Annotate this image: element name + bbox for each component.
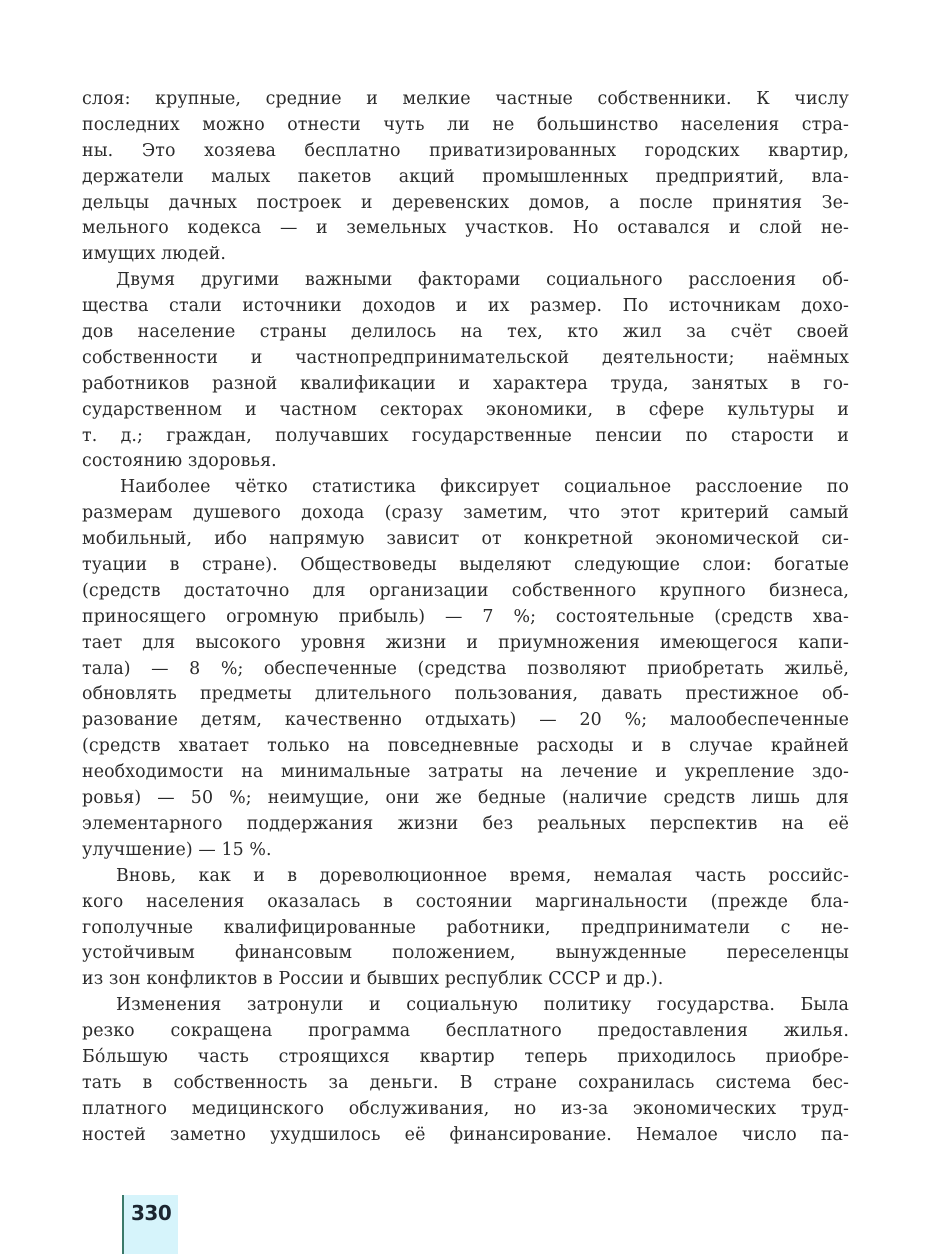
text-line: сударственном и частном секторах экономики, в сфере культуры и <box>82 399 849 420</box>
text-line: кого населения оказалась в состоянии маргинальности (прежде бла- <box>82 891 849 912</box>
text-line: слоя: крупные, средние и мелкие частные собственники. К числу <box>82 89 849 109</box>
text-line: Двумя другими важными факторами социального расслоения об- <box>116 270 849 291</box>
text-line: Вновь, как и в дореволюционное время, немалая часть российс- <box>116 865 849 886</box>
text-line: ны. Это хозяева бесплатно приватизированных городских квартир, <box>82 140 849 161</box>
text-line: (средств достаточно для организации собственного крупного бизнеса, <box>82 580 849 601</box>
paragraph <box>82 475 849 863</box>
text-line: состоянию здоровья. <box>82 451 277 472</box>
text-line: дельцы дачных построек и деревенских домов, а после принятия Зе- <box>82 192 849 213</box>
text-line: резко сокращена программа бесплатного предоставления жилья. <box>82 1021 849 1042</box>
text-line: (средств хватает только на повседневные расходы и в случае крайней <box>82 736 849 757</box>
text-line: необходимости на минимальные затраты на лечение и укрепление здо- <box>82 762 849 783</box>
text-line: дов население страны делилось на тех, кто жил за счёт своей <box>82 322 849 343</box>
text-line: последних можно отнести чуть ли не большинство населения стра- <box>82 114 849 135</box>
text-line: улучшение) — 15 %. <box>82 839 272 860</box>
text-line: тает для высокого уровня жизни и приумножения имеющегося капи- <box>82 632 849 653</box>
page-number-tab <box>122 1195 178 1254</box>
text-line: Изменения затронули и социальную политику государства. Была <box>116 995 849 1016</box>
text-line: гополучные квалифицированные работники, предприниматели с не- <box>82 917 849 938</box>
text-line: устойчивым финансовым положением, вынужденные переселенцы <box>82 943 849 964</box>
page-number: 330 <box>131 1201 172 1225</box>
text-line: ностей заметно ухудшилось её финансирование. Немалое число па- <box>82 1124 849 1145</box>
text-line: разование детям, качественно отдыхать) — 20 %; малообеспеченные <box>82 710 849 731</box>
text-line: Наиболее чётко статистика фиксирует социальное расслоение по <box>120 477 849 498</box>
text-line: держатели малых пакетов акций промышленных предприятий, вла- <box>82 166 849 187</box>
text-line: размерам душевого дохода (сразу заметим, что этот критерий самый <box>82 503 849 524</box>
text-line: имущих людей. <box>82 244 227 265</box>
paragraph <box>82 268 849 475</box>
text-line: щества стали источники доходов и их размер. По источникам дохо- <box>82 296 849 317</box>
text-line: тала) — 8 %; обеспеченные (средства позволяют приобретать жильё, <box>82 658 849 679</box>
text-line: т. д.; граждан, получавших государственные пенсии по старости и <box>82 425 849 446</box>
text-line: работников разной квалификации и характера труда, занятых в го- <box>82 373 849 394</box>
text-line: мельного кодекса — и земельных участков. Но оставался и слой не- <box>82 218 849 239</box>
text-line: элементарного поддержания жизни без реальных перспектив на её <box>82 813 849 834</box>
text-line: платного медицинского обслуживания, но из-за экономических труд- <box>82 1098 849 1119</box>
paragraph <box>82 993 849 1148</box>
text-line: из зон конфликтов в России и бывших республик СССР и др.). <box>82 969 664 990</box>
text-line: туации в стране). Обществоведы выделяют следующие слои: богатые <box>82 555 849 576</box>
paragraph <box>82 87 849 268</box>
text-line: мобильный, ибо напрямую зависит от конкретной экономической си- <box>82 529 849 550</box>
text-line: собственности и частнопредпринимательской деятельности; наёмных <box>82 347 849 368</box>
text-line: Бóльшую часть строящихся квартир теперь приходилось приобре- <box>82 1046 849 1067</box>
text-line: обновлять предметы длительного пользования, давать престижное об- <box>82 684 849 705</box>
paragraph <box>82 864 849 993</box>
text-line: приносящего огромную прибыль) — 7 %; состоятельные (средств хва- <box>82 606 849 627</box>
text-line: ровья) — 50 %; неимущие, они же бедные (наличие средств лишь для <box>82 788 849 809</box>
body-text <box>82 87 849 1149</box>
text-line: тать в собственность за деньги. В стране сохранилась система бес- <box>82 1072 849 1093</box>
